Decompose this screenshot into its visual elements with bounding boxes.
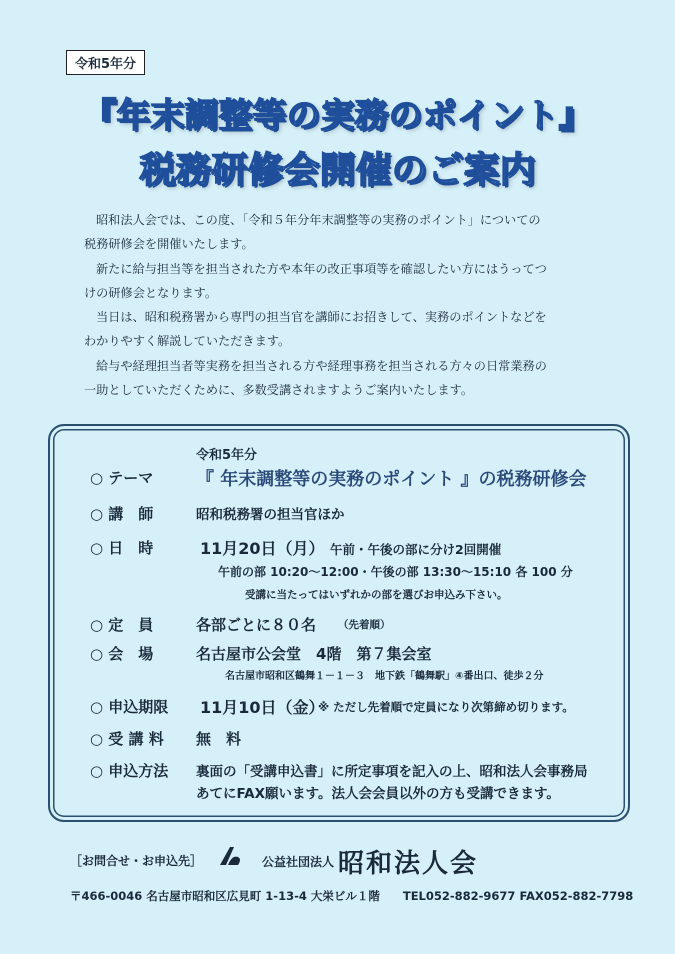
intro-text [84,208,604,402]
method-label: ○ 申込方法 [90,762,169,780]
capacity-label: ○ 定 員 [90,616,154,634]
intro-line: 新たに給与担当等を担当された方や本年の改正事項等を確認したい方にはうってつ [96,261,547,276]
theme-label: ○ テーマ [90,469,154,487]
datetime-label: ○ 日 時 [90,539,154,557]
deadline-value: 11月10日（金） [200,698,325,717]
intro-line: 昭和法人会では、この度、「令和５年分年末調整等の実務のポイント」についての [96,213,541,227]
date-note: 午前・午後の部に分け2回開催 [330,542,502,557]
org-type: 公益社団法人 [262,855,335,869]
intro-line: 税務研修会を開催いたします。 [84,237,254,252]
year-badge: 令和5年分 [66,50,145,75]
org-name: 昭和法人会 [338,849,479,879]
fee-label: ○ 受 講 料 [90,730,164,748]
venue-address: 名古屋市昭和区鶴舞１－１－３ 地下鉄「鶴舞駅」④番出口、徒歩２分 [225,671,544,682]
org-logo-icon [218,845,242,867]
deadline-note: ※ ただし先着順で定員になり次第締め切ります。 [318,700,574,714]
fee-value: 無 料 [196,730,242,748]
theme-value: 『 年末調整等の実務のポイント 』の税務研修会 [196,469,587,490]
venue-value: 名古屋市公会堂 4階 第７集会室 [196,645,432,663]
sub-title: 税務研修会開催のご案内 [139,150,536,191]
theme-year: 令和5年分 [196,448,258,463]
method-line2: あてにFAX願います。法人会会員以外の方も受講できます。 [196,786,560,802]
main-title: 『年末調整等の実務のポイント』 [82,96,593,136]
venue-label: ○ 会 場 [90,645,154,663]
time-value: 午前の部 10:20〜12:00・午後の部 13:30〜15:10 各 100 分 [218,565,573,579]
date-value: 11月20日（月） [200,539,325,558]
intro-line: わかりやすく解説していただきます。 [84,334,291,349]
intro-line: 一助としていただくために、多数受講されますようご案内いたします。 [84,383,474,398]
method-line1: 裏面の「受講申込書」に所定事項を記入の上、昭和法人会事務局 [196,764,588,780]
capacity-note: （先着順） [338,619,391,631]
contact-label: ［お問合せ・お申込先］ [70,854,203,868]
lecturer-label: ○ 講 師 [90,505,154,523]
deadline-label: ○ 申込期限 [90,698,169,716]
lecturer-value: 昭和税務署の担当官ほか [196,507,345,523]
address-line: 〒466-0046 名古屋市昭和区広見町 1-13-4 大栄ビル１階 TEL052-882-9677 FAX052-882-7798 [70,889,634,903]
capacity-value: 各部ごとに８０名 [196,616,317,634]
intro-line: 当日は、昭和税務署から専門の担当官を講師にお招きして、実務のポイントなどを [96,310,547,325]
time-note: 受講に当たってはいずれかの部を選びお申込み下さい。 [245,589,508,601]
intro-line: けの研修会となります。 [84,285,218,300]
intro-line: 給与や経理担当者等実務を担当される方や経理事務を担当される方々の日常業務の [96,358,547,373]
